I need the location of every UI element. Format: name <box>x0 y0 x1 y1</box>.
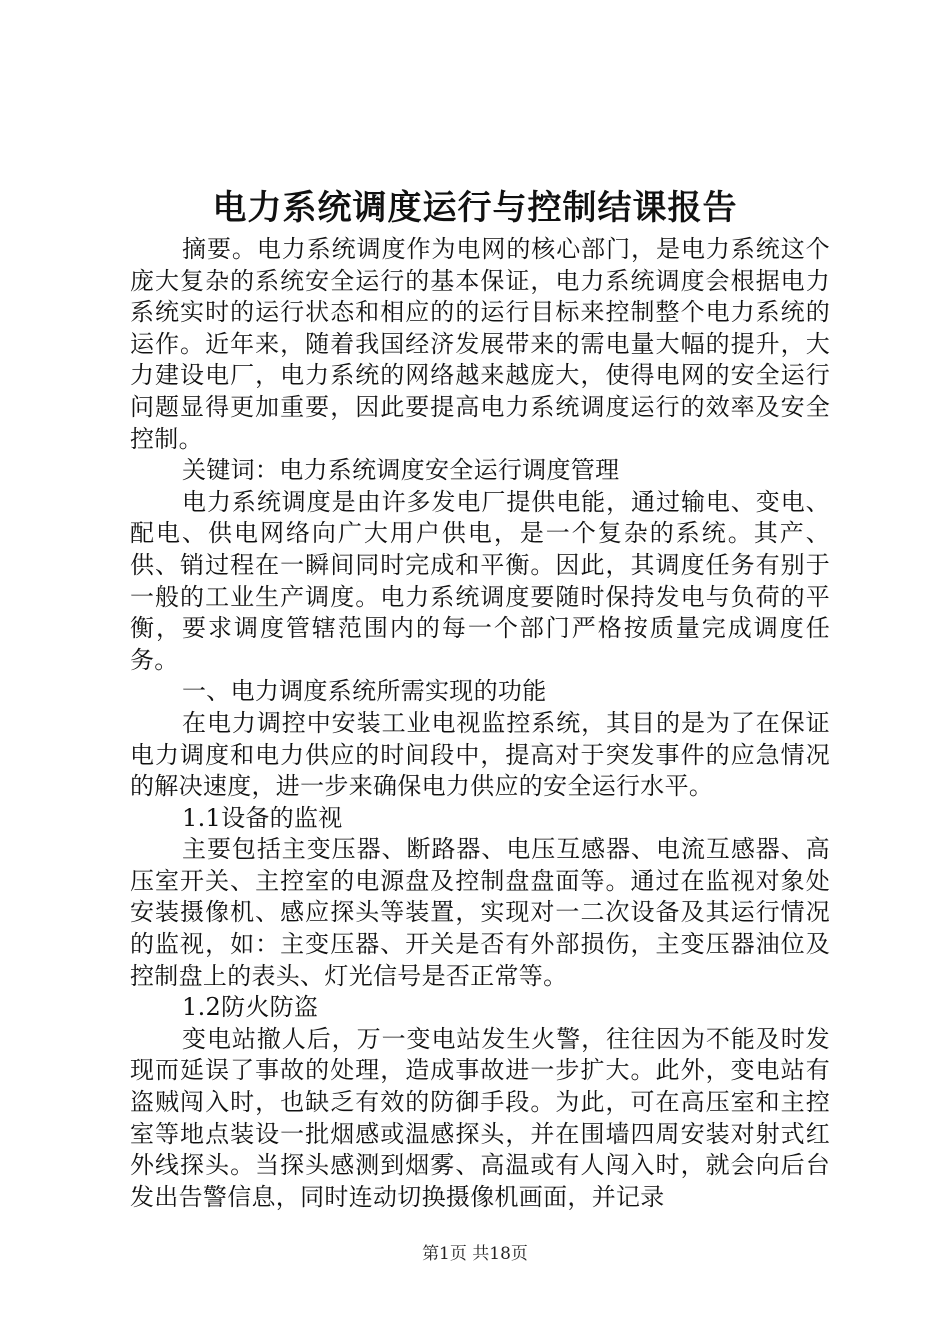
page-footer: 第1页 共18页 <box>422 1244 528 1264</box>
body-paragraph: 在电力调控中安装工业电视监控系统，其目的是为了在保证电力调度和电力供应的时间段中，提高对于突发事件的应急情况的解决速度，进一步来确保电力供应的安全运行水平。 <box>130 708 830 801</box>
section-heading: 一、电力调度系统所需实现的功能 <box>182 677 547 706</box>
body-paragraph: 变电站撤人后，万一变电站发生火警，往往因为不能及时发现而延误了事故的处理，造成事故进一步扩大。此外，变电站有盗贼闯入时，也缺乏有效的防御手段。为此，可在高压室和主控室等地点装设一批烟感或温感探头，并在围墙四周安装对射式红外线探头。当探头感测到烟雾、高温或有人闯入时，就会向后台发出告警信息，同时连动切换摄像机画面，并记录 <box>130 1024 830 1211</box>
document-body <box>130 234 830 1213</box>
body-paragraph: 主要包括主变压器、断路器、电压互感器、电流互感器、高压室开关、主控室的电源盘及控制盘盘面等。通过在监视对象处安装摄像机、感应探头等装置，实现对一二次设备及其运行情况的监视，如：主变压器、开关是否有外部损伤，主变压器油位及控制盘上的表头、灯光信号是否正常等。 <box>130 835 830 990</box>
subsection-heading: 1.1设备的监视 <box>182 803 343 832</box>
subsection-heading: 1.2防火防盗 <box>182 993 319 1022</box>
document-title: 电力系统调度运行与控制结课报告 <box>212 188 738 228</box>
body-paragraph: 电力系统调度是由许多发电厂提供电能，通过输电、变电、配电、供电网络向广大用户供电，是一个复杂的系统。其产、供、销过程在一瞬间同时完成和平衡。因此，其调度任务有别于一般的工业生产调度。电力系统调度要随时保持发电与负荷的平衡，要求调度管辖范围内的每一个部门严格按质量完成调度任务。 <box>130 487 830 674</box>
keywords-paragraph: 关键词：电力系统调度安全运行调度管理 <box>182 456 620 485</box>
abstract-paragraph: 摘要。电力系统调度作为电网的核心部门，是电力系统这个庞大复杂的系统安全运行的基本保证，电力系统调度会根据电力系统实时的运行状态和相应的的运行目标来控制整个电力系统的运作。近年来，随着我国经济发展带来的需电量大幅的提升，大力建设电厂，电力系统的网络越来越庞大，使得电网的安全运行问题显得更加重要，因此要提高电力系统调度运行的效率及安全控制。 <box>130 235 830 453</box>
